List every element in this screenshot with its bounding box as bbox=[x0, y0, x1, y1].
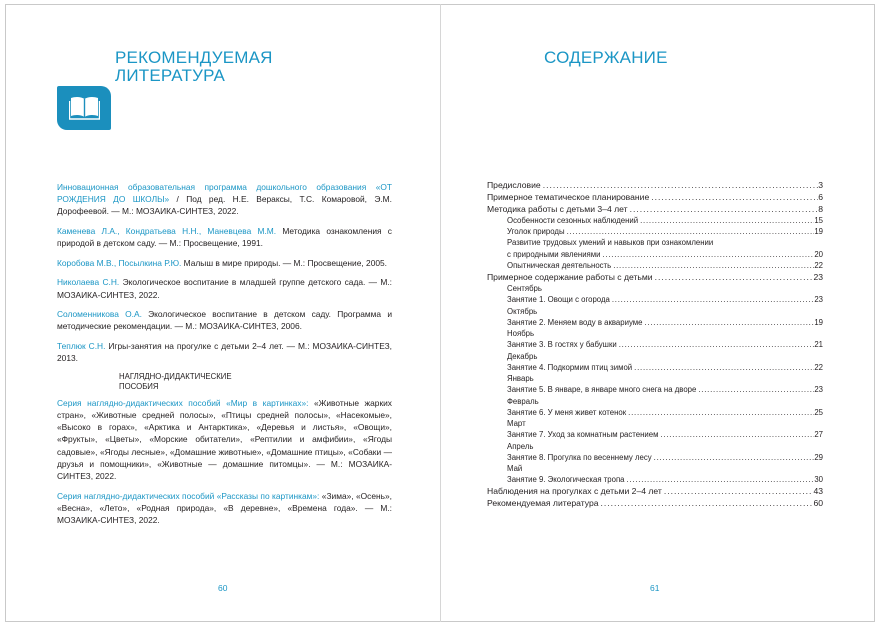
toc-entry bbox=[487, 215, 823, 226]
toc-leader-dots bbox=[628, 204, 819, 215]
toc-entry-title: Занятие 1. Овощи с огорода bbox=[507, 295, 610, 305]
page-number-right: 61 bbox=[650, 583, 660, 593]
toc-leader-dots bbox=[632, 362, 814, 373]
toc-month-label bbox=[487, 373, 823, 384]
toc-entry-title: Март bbox=[507, 419, 526, 429]
toc-entry bbox=[487, 317, 823, 328]
toc-entry-title: Особенности сезонных наблюдений bbox=[507, 215, 639, 225]
aid-item bbox=[57, 490, 392, 527]
toc-entry-title: Занятие 9. Экологическая тропа bbox=[507, 475, 625, 485]
toc-entry-page: 25 bbox=[814, 407, 823, 417]
reference-details: Малыш в мире природы. — М.: Просвещение, 2005. bbox=[181, 257, 388, 268]
toc-month-label bbox=[487, 305, 823, 316]
toc-entry-title: Занятие 2. Меняем воду в аквариуме bbox=[507, 317, 643, 327]
toc-entry-page: 43 bbox=[813, 486, 823, 497]
toc-entry bbox=[487, 497, 823, 509]
toc-entry bbox=[487, 407, 823, 418]
toc-month-label bbox=[487, 418, 823, 429]
toc-entry bbox=[487, 485, 823, 497]
aids-subheading-line-1: НАГЛЯДНО-ДИДАКТИЧЕСКИЕ bbox=[119, 371, 232, 381]
toc-entry-title: Октябрь bbox=[507, 306, 538, 316]
toc-entry-page: 30 bbox=[814, 475, 823, 485]
toc-entry-page: 27 bbox=[814, 430, 823, 440]
toc-entry-title: Занятие 8. Прогулка по весеннему лесу bbox=[507, 452, 652, 462]
toc-entry-title: Рекомендуемая литература bbox=[487, 498, 599, 509]
reference-details: Экологическое воспитание в детском саду. Программа и методические рекомендации. — М.: МОЗАИКА-СИНТЕЗ, 2006. bbox=[57, 309, 393, 332]
reference-item bbox=[57, 225, 392, 249]
reference-author: Каменева Л.А., Кондратьева Н.Н., Маневцева М.М. bbox=[57, 226, 277, 236]
toc-entry bbox=[487, 260, 823, 271]
aid-series: Серия наглядно-дидактических пособий «Мир в картинках»: bbox=[57, 397, 309, 408]
toc-leader-dots bbox=[565, 226, 815, 237]
toc-month-label bbox=[487, 463, 823, 474]
toc-entry-title: Примерное тематическое планирование bbox=[487, 191, 650, 202]
toc-entry bbox=[487, 237, 823, 248]
toc-entry-page: 23 bbox=[814, 385, 823, 395]
toc-entry bbox=[487, 203, 823, 215]
toc-entry-page: 23 bbox=[813, 271, 823, 282]
reference-author: Николаева С.Н. bbox=[57, 277, 120, 288]
references-list bbox=[57, 181, 392, 534]
toc-entry-title: Декабрь bbox=[507, 351, 538, 361]
toc-entry-title: Занятие 4. Подкормим птиц зимой bbox=[507, 362, 633, 372]
toc-entry bbox=[487, 452, 823, 463]
toc-leader-dots bbox=[652, 452, 815, 463]
reference-item bbox=[57, 276, 392, 300]
toc-entry bbox=[487, 362, 823, 373]
toc-leader-dots bbox=[696, 384, 814, 395]
toc-entry bbox=[487, 191, 823, 203]
toc-leader-dots bbox=[642, 317, 814, 328]
toc-entry-title: Занятие 6. У меня живет котенок bbox=[507, 407, 627, 417]
toc-leader-dots bbox=[599, 498, 814, 509]
reference-item bbox=[57, 308, 392, 332]
toc-entry bbox=[487, 384, 823, 395]
reference-item bbox=[57, 181, 392, 218]
toc-entry-title: Наблюдения на прогулках с детьми 2–4 лет bbox=[487, 486, 662, 497]
toc-entry-title: Сентябрь bbox=[507, 284, 542, 294]
toc-entry-page: 8 bbox=[818, 203, 823, 214]
toc-entry bbox=[487, 271, 823, 283]
reference-details: / Под ред. Н.Е. Вераксы, Т.С. Комаровой, Э.М. Дорофеевой. — М.: МОЗАИКА-СИНТЕЗ, 2022. bbox=[57, 194, 392, 217]
left-page-heading bbox=[115, 49, 375, 85]
page-number-left: 60 bbox=[218, 583, 228, 593]
toc-entry-page: 29 bbox=[814, 452, 823, 462]
toc-leader-dots bbox=[601, 249, 815, 260]
reference-author: Соломенникова О.А. bbox=[57, 309, 142, 320]
toc-entry-title: Май bbox=[507, 464, 523, 474]
toc-entry-title: Занятие 7. Уход за комнатным растением bbox=[507, 430, 659, 440]
toc-entry-page: 23 bbox=[814, 295, 823, 305]
book-badge bbox=[57, 86, 111, 130]
aid-series: Серия наглядно-дидактических пособий «Рассказы по картинкам»: bbox=[57, 490, 320, 501]
toc-entry-title: Занятие 3. В гостях у бабушки bbox=[507, 340, 617, 350]
toc-leader-dots bbox=[638, 215, 814, 226]
toc-entry-page: 60 bbox=[813, 498, 823, 509]
reference-details: Экологическое воспитание в младшей группе детского сада. — М.: МОЗАИКА-СИНТЕЗ, 2022. bbox=[57, 277, 392, 300]
toc-entry-title: Апрель bbox=[507, 441, 534, 451]
reference-author: Теплюк С.Н. bbox=[57, 340, 106, 351]
toc-leader-dots bbox=[625, 474, 815, 485]
toc-entry bbox=[487, 294, 823, 305]
toc-leader-dots bbox=[541, 180, 819, 191]
toc-month-label bbox=[487, 395, 823, 406]
reference-item bbox=[57, 257, 392, 269]
toc-entry bbox=[487, 179, 823, 191]
toc-entry-page: 22 bbox=[814, 362, 823, 372]
toc-leader-dots bbox=[658, 429, 814, 440]
toc-leader-dots bbox=[626, 407, 814, 418]
toc-month-label bbox=[487, 440, 823, 451]
toc-entry-title: Уголок природы bbox=[507, 227, 565, 237]
toc-entry-page: 20 bbox=[814, 249, 823, 259]
toc-entry-page: 3 bbox=[818, 179, 823, 190]
aid-details: «Животные жарких стран», «Животные средней полосы», «Птицы средней полосы», «Насекомые», «Высоко в горах», «Арктика и Антарктика», «Деревья и листья», «Овощи», «Фрукты», «Цветы», «Морские обитатели», «Рептилии и амфибии», «Ягоды садовые», «Ягоды лесные», «Домашние животные», «Домашние птицы», «Собаки — друзья и помощники», «Животные — домашние питомцы». — М.: МОЗАИКА-СИНТЕЗ, 2022. bbox=[57, 397, 392, 481]
toc-entry-title: Ноябрь bbox=[507, 329, 535, 339]
toc-entry bbox=[487, 248, 823, 259]
reference-author: Инновационная образовательная программа дошкольного образования «ОТ РОЖДЕНИЯ ДО ШКОЛЫ» bbox=[57, 182, 392, 205]
toc-entry-page: 21 bbox=[814, 340, 823, 350]
toc-entry bbox=[487, 429, 823, 440]
toc-leader-dots bbox=[617, 339, 815, 350]
aids-subheading-line-2: ПОСОБИЯ bbox=[119, 381, 159, 391]
toc-month-label bbox=[487, 328, 823, 339]
toc-entry bbox=[487, 226, 823, 237]
toc-entry-page: 19 bbox=[814, 227, 823, 237]
toc-entry-title: Методика работы с детьми 3–4 лет bbox=[487, 203, 628, 214]
reference-author: Коробова М.В., Посылкина Р.Ю. bbox=[57, 257, 182, 268]
toc-entry-page: 19 bbox=[814, 317, 823, 327]
table-of-contents bbox=[487, 179, 823, 509]
right-page-heading: СОДЕРЖАНИЕ bbox=[544, 48, 668, 67]
toc-leader-dots bbox=[662, 486, 814, 497]
reference-details: Игры-занятия на прогулке с детьми 2–4 лет. — М.: МОЗАИКА-СИНТЕЗ, 2013. bbox=[57, 340, 392, 364]
toc-entry bbox=[487, 339, 823, 350]
toc-entry-title: Предисловие bbox=[487, 179, 541, 190]
toc-entry bbox=[487, 474, 823, 485]
toc-entry-page: 6 bbox=[818, 191, 823, 202]
toc-entry-title: Примерное содержание работы с детьми bbox=[487, 271, 653, 282]
aid-item bbox=[57, 397, 392, 482]
toc-month-label bbox=[487, 350, 823, 361]
reference-item bbox=[57, 340, 392, 364]
toc-leader-dots bbox=[611, 260, 814, 271]
toc-month-label bbox=[487, 283, 823, 294]
toc-entry-title: с природными явлениями bbox=[507, 249, 601, 259]
toc-leader-dots bbox=[649, 192, 818, 203]
aid-details: «Зима», «Осень», «Весна», «Лето», «Родная природа», «В деревне», «Времена года». — М.: МОЗАИКА-СИНТЕЗ, 2022. bbox=[57, 490, 392, 525]
toc-leader-dots bbox=[610, 294, 814, 305]
heading-line-1: РЕКОМЕНДУЕМАЯ bbox=[115, 48, 273, 67]
toc-leader-dots bbox=[653, 272, 814, 283]
toc-entry-page: 22 bbox=[814, 260, 823, 270]
aids-subheading bbox=[119, 372, 392, 392]
toc-entry-title: Развитие трудовых умений и навыков при ознакомлении bbox=[507, 238, 714, 248]
toc-entry-page: 15 bbox=[814, 215, 823, 225]
heading-line-2: ЛИТЕРАТУРА bbox=[115, 66, 226, 85]
toc-entry-title: Опытническая деятельность bbox=[507, 260, 612, 270]
toc-entry-title: Февраль bbox=[507, 396, 539, 406]
toc-entry-title: Январь bbox=[507, 374, 534, 384]
open-book-icon bbox=[69, 95, 100, 120]
reference-details: Методика ознакомления с природой в детском саду. — М.: Просвещение, 1991. bbox=[57, 226, 392, 249]
toc-entry-title: Занятие 5. В январе, в январе много снега на дворе bbox=[507, 385, 697, 395]
page-gutter bbox=[440, 4, 441, 622]
